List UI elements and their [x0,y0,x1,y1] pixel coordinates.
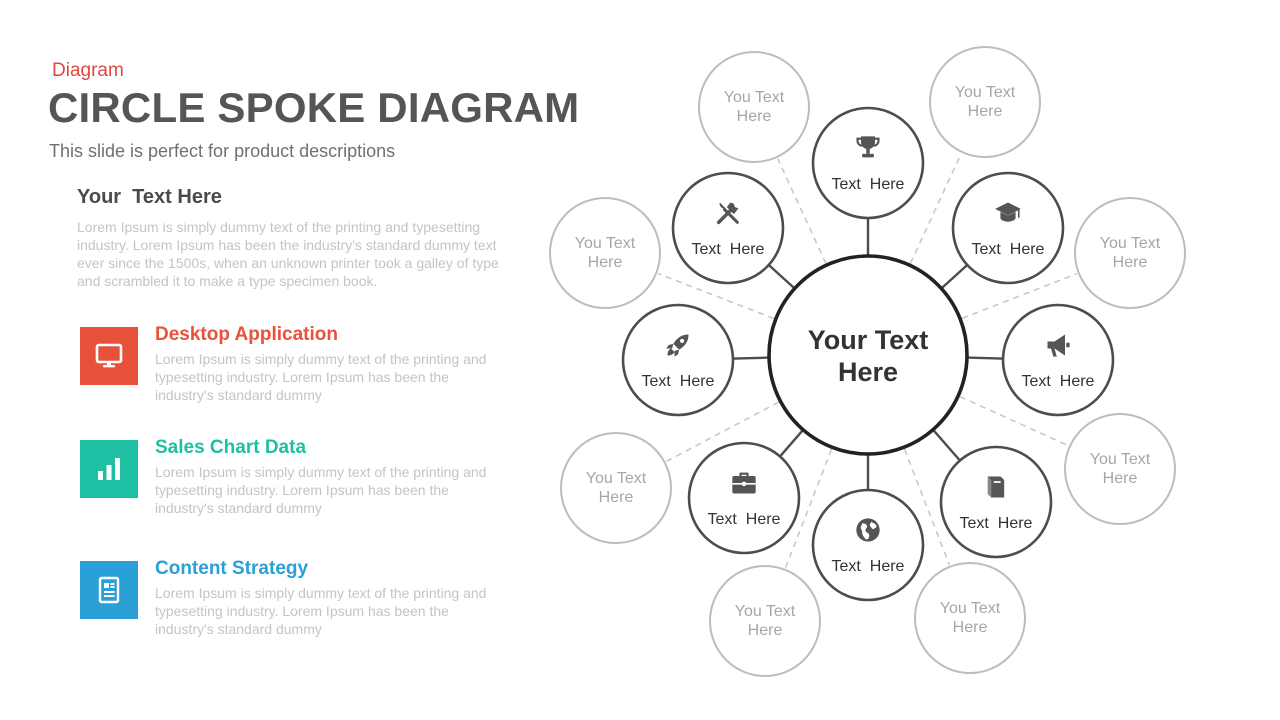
inner-node [813,490,923,600]
intro-body: Lorem Ipsum is simply dummy text of the printing and typesetting industry. Lorem Ipsum has been the industry's standard dummy text ever since the 1500s, when an unknown printer took a galley of type and scrambled it to make a type specimen book. [77,219,499,289]
briefcase-icon [732,474,755,494]
inner-node-label: Text Here [959,515,1033,532]
outer-node-label: Here [587,254,623,271]
inner-node-label: Text Here [691,241,765,258]
hub [769,256,967,454]
outer-node-circle [699,52,809,162]
inner-node-circle [953,173,1063,283]
inner-node [689,443,799,553]
inner-node-label: Text Here [641,373,715,390]
intro-heading: Your Text Here [77,186,222,208]
inner-node [623,305,733,415]
inner-node-circle [813,490,923,600]
outer-node [915,563,1025,673]
inner-node-label: Text Here [1021,373,1095,390]
globe-icon [856,518,879,541]
inner-node-circle [1003,305,1113,415]
outer-node-label: You Text [939,600,1001,617]
inner-node-circle [941,447,1051,557]
outer-node-label: You Text [954,84,1016,101]
inner-node-circle [673,173,783,283]
feature-body: Lorem Ipsum is simply dummy text of the printing and typesetting industry. Lorem Ipsum has been the industry's standard dummy [155,464,487,516]
spoke-connector [941,266,966,289]
outer-node [561,433,671,543]
spoke-connector [967,358,1002,359]
outer-node-label: You Text [574,235,636,252]
inner-node-circle [689,443,799,553]
outer-node-label: Here [736,108,772,125]
outer-node-label: Here [952,619,988,636]
hub-circle [769,256,967,454]
outer-node-circle [550,198,660,308]
outer-node-label: Here [747,622,783,639]
spoke-connector [933,430,959,460]
spoke-connector [769,266,794,289]
outer-node [930,47,1040,157]
outer-node-circle [930,47,1040,157]
feature-title: Sales Chart Data [155,437,307,458]
outer-node-circle [1075,198,1185,308]
outer-node-circle [710,566,820,676]
outer-node [1065,414,1175,524]
outer-node [550,198,660,308]
page-title: CIRCLE SPOKE DIAGRAM [48,84,580,131]
inner-node-label: Text Here [831,558,905,575]
feature-title: Desktop Application [155,324,338,345]
section-tag: Diagram [52,60,124,81]
page-subtitle: This slide is perfect for product descriptions [49,141,396,161]
hub-label: Your Text [807,325,929,355]
spoke-connector [734,358,769,359]
hub-node [769,256,967,454]
outer-node [1075,198,1185,308]
feature-body: Lorem Ipsum is simply dummy text of the printing and typesetting industry. Lorem Ipsum has been the industry's standard dummy [155,585,487,637]
spoke-connector [781,430,803,456]
outer-node-circle [915,563,1025,673]
outer-node [699,52,809,162]
outer-node-label: Here [1112,254,1148,271]
hub-label: Here [837,357,899,387]
outer-node-circle [561,433,671,543]
outer-node-label: You Text [734,603,796,620]
outer-node [710,566,820,676]
inner-node [673,173,783,283]
feature-body: Lorem Ipsum is simply dummy text of the printing and typesetting industry. Lorem Ipsum has been the industry's standard dummy [155,351,487,403]
inner-node-circle [813,108,923,218]
inner-node-circle [623,305,733,415]
outer-node-label: Here [967,103,1003,120]
outer-node-circle [1065,414,1175,524]
outer-node-label: Here [598,489,634,506]
inner-node-label: Text Here [971,241,1045,258]
outer-node-label: Here [1102,470,1138,487]
inner-node-label: Text Here [831,176,905,193]
inner-node-label: Text Here [707,511,781,528]
outer-node-label: You Text [585,470,647,487]
inner-node [1003,305,1113,415]
inner-node [953,173,1063,283]
outer-node-label: You Text [1099,235,1161,252]
inner-node [941,447,1051,557]
book-icon [988,477,1004,498]
outer-node-label: You Text [1089,451,1151,468]
feature-title: Content Strategy [155,558,309,579]
inner-node [813,108,923,218]
outer-node-label: You Text [723,89,785,106]
